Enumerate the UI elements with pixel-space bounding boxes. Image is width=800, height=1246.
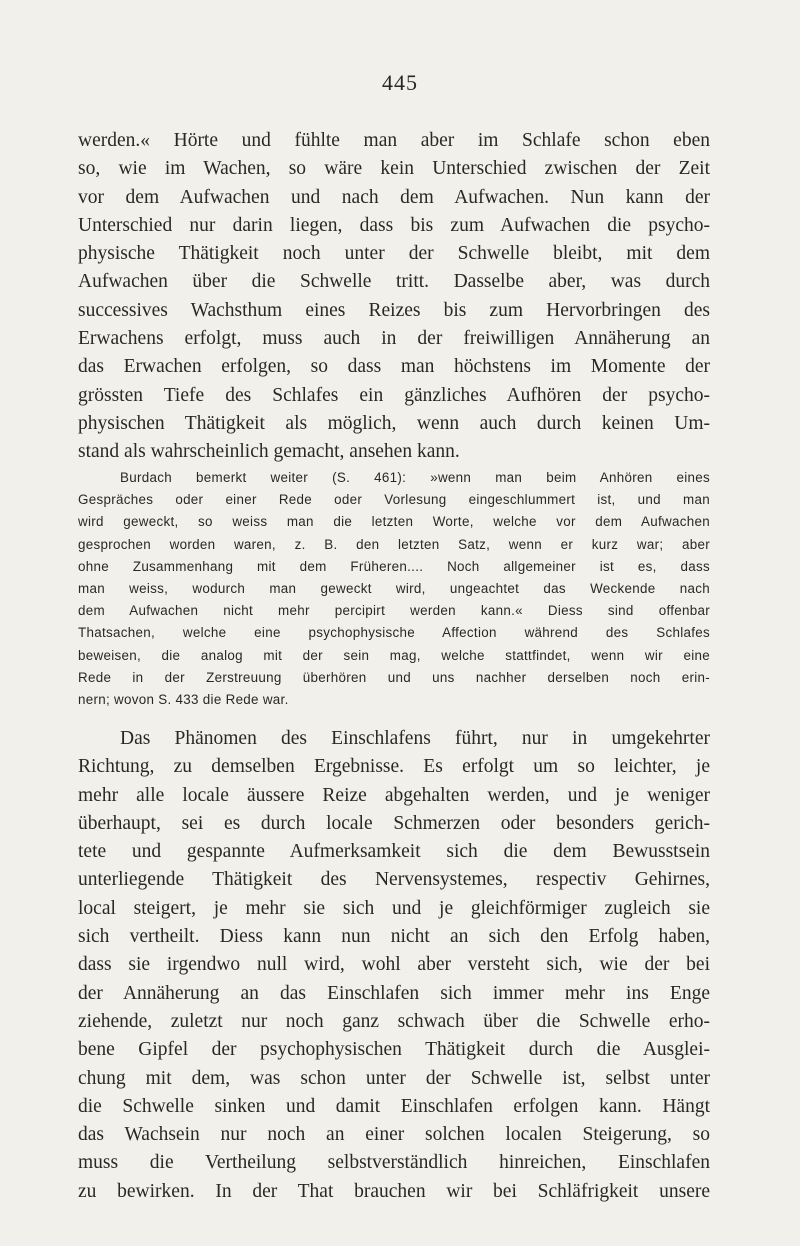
footnote-line: ohne Zusammenhang mit dem Früheren.... Noch allgemeiner ist es, dass [78,558,710,574]
text-line: physische Thätigkeit noch unter der Schwelle bleibt, mit dem [78,243,710,265]
text-line: Richtung, zu demselben Ergebnisse. Es erfolgt um so leichter, je [78,756,710,778]
text-line: physischen Thätigkeit als möglich, wenn auch durch keinen Um- [78,412,710,434]
footnote-line: Thatsachen, welche eine psychophysische Affection während des Schlafes [78,625,710,641]
footnote [78,467,710,711]
text-line: local steigert, je mehr sie sich und je gleichförmiger zugleich sie [78,897,710,919]
text-line: bene Gipfel der psychophysischen Thätigkeit durch die Ausglei- [78,1039,710,1061]
text-line: Aufwachen über die Schwelle tritt. Dasselbe aber, was durch [78,271,710,293]
paragraph-1 [78,127,710,467]
text-line: vor dem Aufwachen und nach dem Aufwachen. Nun kann der [78,186,710,208]
footnote-line: man weiss, wodurch man geweckt wird, ungeachtet das Weckende nach [78,580,710,596]
footnote-line: beweisen, die analog mit der sein mag, welche stattfindet, wenn wir eine [78,647,710,663]
footnote-line: dem Aufwachen nicht mehr percipirt werden kann.« Diess sind offenbar [78,603,710,619]
footnote-line: Gespräches oder einer Rede oder Vorlesung eingeschlummert ist, und man [78,492,710,508]
text-line: muss die Vertheilung selbstverständlich hinreichen, Einschlafen [78,1152,710,1174]
text-line: grössten Tiefe des Schlafes ein gänzliches Aufhören der psycho- [78,384,710,406]
text-line: tete und gespannte Aufmerksamkeit sich die dem Bewusstsein [78,841,710,863]
text-line: das Erwachen erfolgen, so dass man höchstens im Momente der [78,356,710,378]
text-line: werden.« Hörte und fühlte man aber im Schlafe schon eben [78,130,710,151]
text-line: Erwachens erfolgt, muss auch in der freiwilligen Annäherung an [78,328,710,350]
paragraph-2 [78,725,710,1206]
text-line: sich vertheilt. Diess kann nun nicht an sich den Erfolg haben, [78,926,710,948]
text-line: ziehende, zuletzt nur noch ganz schwach über die Schwelle erho- [78,1010,710,1032]
footnote-line: Rede in der Zerstreuung überhören und uns nachher derselben noch erin- [78,669,710,685]
text-line: unterliegende Thätigkeit des Nervensystemes, respectiv Gehirnes, [78,869,710,891]
text-line: der Annäherung an das Einschlafen sich immer mehr ins Enge [78,982,710,1004]
text-line: stand als wahrscheinlich gemacht, ansehen kann. [78,441,460,463]
text-line: successives Wachsthum eines Reizes bis zum Hervorbringen des [78,299,710,321]
text-line: die Schwelle sinken und damit Einschlafen erfolgen kann. Hängt [78,1095,710,1117]
page-number: 445 [382,70,418,95]
text-line: überhaupt, sei es durch locale Schmerzen oder besonders gerich- [78,812,710,834]
text-line: Unterschied nur darin liegen, dass bis zum Aufwachen die psycho- [78,214,710,236]
footnote-line: wird geweckt, so weiss man die letzten Worte, welche vor dem Aufwachen [78,514,710,530]
footnote-line: Burdach bemerkt weiter (S. 461): »wenn man beim Anhören eines [120,470,710,485]
text-line: zu bewirken. In der That brauchen wir bei Schläfrigkeit unsere [78,1180,710,1202]
text-line: das Wachsein nur noch an einer solchen localen Steigerung, so [78,1124,710,1146]
text-line: mehr alle locale äussere Reize abgehalten werden, und je weniger [78,784,710,806]
footnote-line: nern; wovon S. 433 die Rede war. [78,691,289,707]
text-line: Das Phänomen des Einschlafens führt, nur in umgekehrter [120,728,710,749]
text-line: dass sie irgendwo null wird, wohl aber versteht sich, wie der bei [78,954,710,976]
footnote-line: gesprochen worden waren, z. B. den letzten Satz, wenn er kurz war; aber [78,536,710,552]
text-line: chung mit dem, was schon unter der Schwelle ist, selbst unter [78,1067,710,1089]
text-line: so, wie im Wachen, so wäre kein Unterschied zwischen der Zeit [78,158,710,180]
